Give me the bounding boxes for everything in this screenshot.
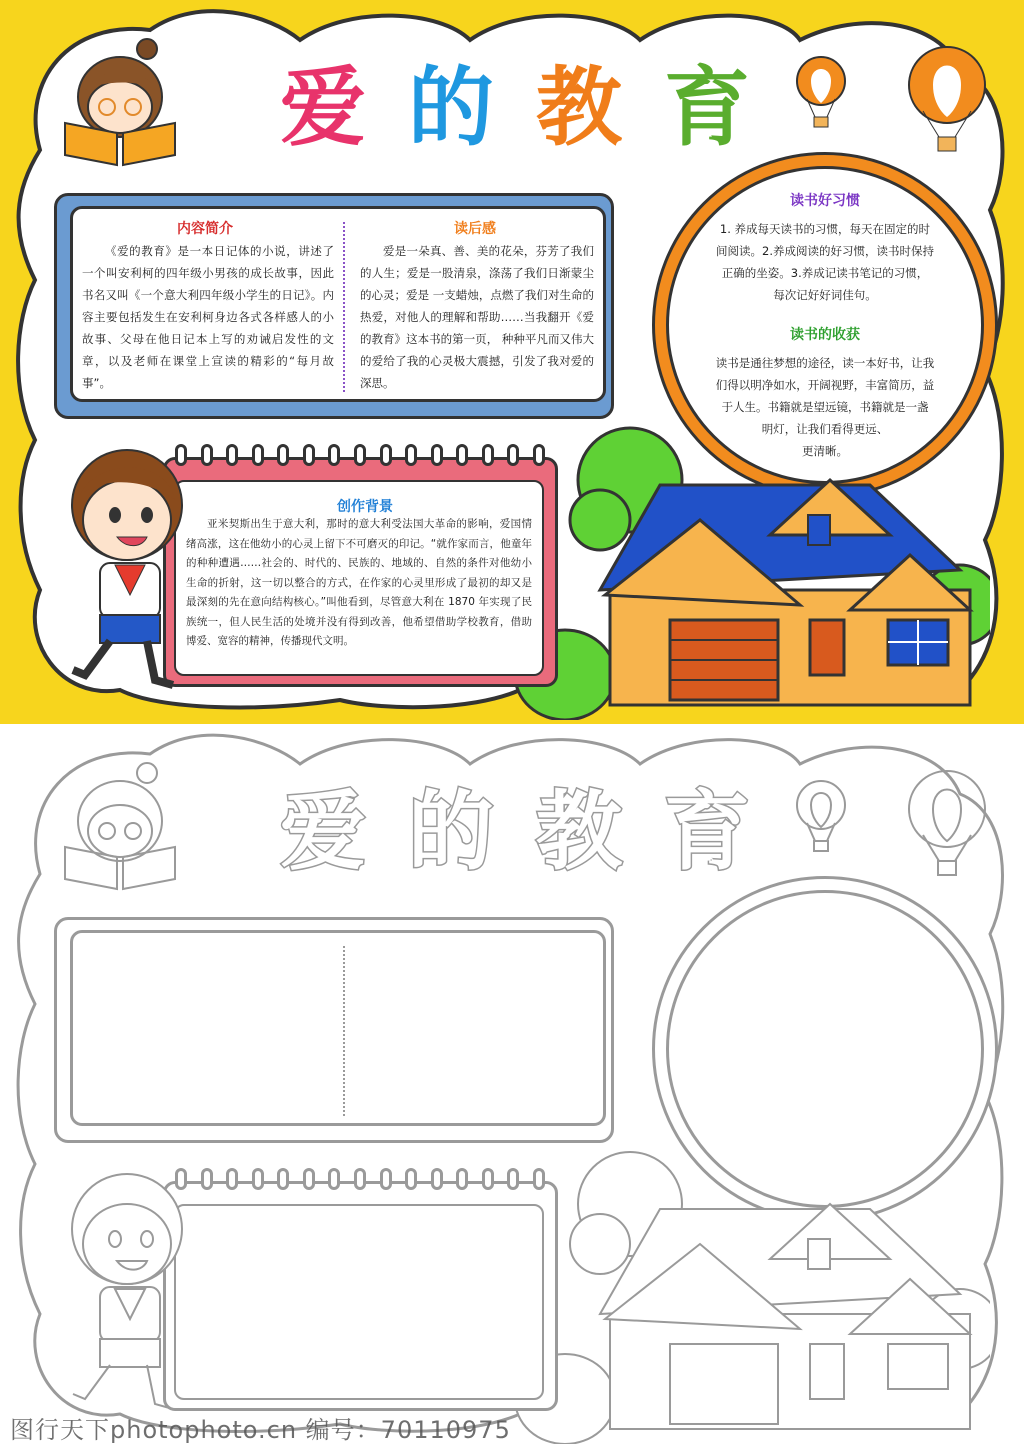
review-text: 爱是一朵真、善、美的花朵，芬芳了我们的人生；爱是一股清泉，涤荡了我们日渐蒙尘的心灵；爱是 一支蜡烛，点燃了我们对生命的热爱，对他人的理解和帮助……当我翻开《爱的教育》这本书的第一页， 种种平凡而又伟大的爱给了我的心灵极大震撼，引发了我对爱的深思。 <box>360 244 594 390</box>
outline-title-char-1: 爱 <box>280 782 366 882</box>
harvest-line-1: 读书是通往梦想的途径，读一本好书，让我 <box>715 356 935 370</box>
outline-summary-panel <box>70 930 606 1126</box>
summary-text: 《爱的教育》是一本日记体的小说，讲述了一个叫安利柯的四年级小男孩的成长故事，因此书名又叫《一个意大利四年级小学生的日记》。内容主要包括发生在安利柯身边各式各样感人的小故事、父母在他日记本上写的劝诫启发性的文章，以及老师在课堂上宣读的精彩的“每月故事”。 <box>82 244 334 390</box>
outline-title-char-3: 教 <box>536 782 622 882</box>
outline-poster <box>0 724 1024 1448</box>
outline-title-char-2: 的 <box>408 782 494 882</box>
outline-notebook-rings <box>175 1168 545 1198</box>
outline-girl-illustration <box>55 759 185 899</box>
outline-poster-title <box>280 782 750 882</box>
outline-small-balloon-icon <box>793 779 849 855</box>
background-text: 亚米契斯出生于意大利，那时的意大利受法国大革命的影响，爱国情绪高涨，这在他幼小的心灵上留下不可磨灭的印记。“就作家而言，他童年的种种遭遇……社会的、时代的、民族的、地域的、自然的条件对他幼小生命的折射，这一切以整合的方式，在作家的心灵里形成了最初的却又是最深刻的先在意向结构核心。”叫他看到，尽管意大利在 1870 年实现了民族统一，但人民生活的处境并没有得到改善，他希望借助学校教育，借助博爱、宽容的精神，传播现代文明。 <box>186 518 532 647</box>
outline-divider <box>343 946 345 1116</box>
review-title: 读后感 <box>454 221 496 237</box>
harvest-line-2: 们得以明净如水，开阔视野，丰富简历，益 <box>715 378 935 392</box>
harvest-line-4: 明灯，让我们看得更远、 <box>761 422 889 436</box>
notebook-rings <box>175 444 545 474</box>
harvest-line-3: 于人生。书籍就是望远镜，书籍就是一盏 <box>721 400 929 414</box>
house-illustration <box>510 420 990 720</box>
outline-boy-illustration <box>55 1159 195 1419</box>
watermark: 图行天下photophoto.cn 编号：70110975 <box>10 1416 511 1444</box>
title-char-3: 教 <box>536 58 622 158</box>
habits-line-3: 正确的坐姿。3.养成记读书笔记的习惯， <box>721 266 929 280</box>
habits-line-1: 1. 养成每天读书的习惯，每天在固定的时 <box>719 222 931 236</box>
large-balloon-icon <box>905 45 989 155</box>
girl-reading-illustration <box>55 35 185 175</box>
outline-house-illustration <box>510 1144 990 1444</box>
outline-background-panel <box>174 1204 544 1400</box>
habits-line-2: 间阅读。2.养成阅读的好习惯，读书时保持 <box>716 244 934 258</box>
small-balloon-icon <box>793 55 849 131</box>
title-char-1: 爱 <box>280 58 366 158</box>
harvest-title: 读书的收获 <box>790 327 860 343</box>
boy-running-illustration <box>55 435 195 695</box>
poster-title <box>280 58 750 158</box>
outline-large-balloon-icon <box>905 769 989 879</box>
habits-line-4: 每次记好好词佳句。 <box>773 288 877 302</box>
habits-title: 读书好习惯 <box>790 193 860 209</box>
harvest-line-5: 更清晰。 <box>802 444 848 458</box>
outline-title-char-4: 育 <box>664 782 750 882</box>
background-title: 创作背景 <box>337 499 393 515</box>
title-char-4: 育 <box>664 58 750 158</box>
panel-divider <box>343 222 345 392</box>
summary-title: 内容简介 <box>177 221 233 237</box>
title-char-2: 的 <box>408 58 494 158</box>
